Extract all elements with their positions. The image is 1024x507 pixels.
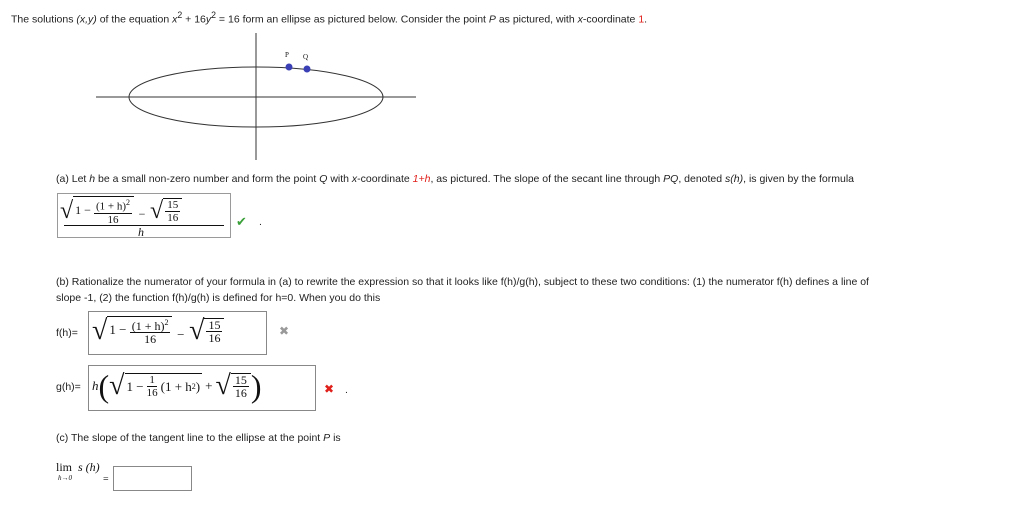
intro-part: + 16 [182,13,206,26]
left-paren-icon: ( [98,368,110,404]
paren-close: ) [195,378,201,394]
formula-denominator: h [138,225,144,239]
f-label: f(h)= [56,327,78,339]
sqrt-icon: √ [60,197,74,224]
intro-part: x [172,13,178,26]
s-h-text: s (h) [78,460,100,474]
minus-sign: − [177,326,185,342]
fraction-denominator: 16 [146,387,158,399]
sqrt-icon: √ [92,314,108,346]
sqrt-15-16 [189,314,224,346]
fraction-numerator: 15 [208,317,221,332]
part-b-text [56,274,869,306]
intro-part: as pictured, with [495,13,578,26]
sqrt-icon: √ [150,197,164,224]
fraction-15-16 [165,199,180,224]
fraction-denominator: 16 [144,332,157,346]
radicand [231,373,251,399]
fraction-numerator: (1 + h) [131,319,165,333]
tangent-slope-input[interactable] [113,466,192,491]
radicand [163,198,182,224]
sqrt-icon: √ [189,314,205,346]
fraction-numerator: 15 [167,198,179,211]
radicand [73,196,134,226]
intro-part: P [488,13,496,26]
part-a-part: 1+h [412,173,431,185]
intro-part: . [644,13,648,26]
exponent: 2 [164,318,169,327]
intro-part: 2 [177,10,183,20]
sqrt-15-16 [150,198,182,224]
incorrect-gray-x-icon: ✖ [279,324,290,338]
intro-part: y [205,13,212,26]
intro-part: 2 [211,10,217,20]
part-a-text [56,173,854,185]
formula-one: 1 − [126,378,144,394]
equals-sign: = [103,474,109,485]
exponent: 2 [125,198,130,207]
g-label: g(h)= [56,381,81,393]
fraction-denominator: 16 [208,330,221,345]
point-q [304,66,311,73]
intro-part: The solutions [11,13,77,26]
label-q: Q [303,53,309,61]
part-a-part: (a) Let [56,173,90,185]
g-h: h [92,378,99,393]
part-c-part: P [323,432,331,444]
sqrt-expression [92,316,172,345]
part-a-part: , denoted [678,173,726,185]
formula-one: 1 − [75,203,91,218]
intro-part: = 16 form an ellipse as pictured below. Consider the point [216,13,489,26]
period: . [345,384,348,396]
part-c-text [56,432,341,444]
lim-subscript: h→0 [58,474,72,482]
part-a-part: Q [319,173,328,185]
part-c-part: (c) The slope of the tangent line to the ellipse at the point [56,432,324,444]
right-paren-icon: ) [250,368,262,404]
period: . [259,216,262,228]
part-b-line: slope -1, (2) the function f(h)/g(h) is defined for h=0. When you do this [56,292,381,304]
sqrt-icon: √ [215,370,231,401]
limit-expression [56,460,100,475]
sqrt-icon: √ [109,370,125,401]
correct-check-icon: ✔ [236,214,247,229]
lim-text: lim [56,460,73,474]
fraction-numerator: (1 + h) [95,200,126,213]
part-a-part: x [351,173,358,185]
exponent: 2 [191,382,196,391]
f-input[interactable] [88,311,267,355]
g-input[interactable] [88,365,316,411]
part-a-part: , as pictured. The slope of the secant line through [430,173,664,185]
intro-part: (x,y) [76,13,97,26]
fraction-denominator: 16 [234,386,247,400]
part-a-part: be a small non-zero number and form the point [95,173,320,185]
radicand [107,316,172,345]
part-a-part: s(h) [725,173,744,185]
intro-part: 1 [638,13,645,26]
formula-fraction [94,197,132,226]
fraction-1-16 [145,374,160,399]
point-p [286,64,293,71]
intro-part: of the equation [96,13,173,26]
g-formula [92,369,262,403]
label-p: P [285,51,289,59]
formula-fraction [130,317,171,345]
part-a-part: , is given by the formula [743,173,855,185]
intro-text [11,10,647,26]
sqrt-expression [60,196,134,226]
formula-one: 1 − [109,321,127,337]
main-fraction-bar [64,225,224,226]
paren-expression: (1 + h [160,378,192,394]
part-b-line: (b) Rationalize the numerator of your formula in (a) to rewrite the expression so that it looks like f(h)/g(h), subject to these two conditions: (1) the numerator f(h) defines a line of [56,276,869,288]
radicand [204,318,224,344]
intro-part: -coordinate [582,13,639,26]
part-a-part: h [89,173,96,185]
fraction-15-16 [206,319,222,344]
radicand [125,373,203,399]
fraction-15-16 [233,374,249,399]
sqrt-expression [109,370,202,401]
f-formula [92,316,224,345]
part-a-part: with [327,173,352,185]
fraction-denominator: 16 [167,211,179,224]
fraction-denominator: 16 [107,213,119,226]
incorrect-red-x-icon: ✖ [324,382,335,396]
part-c-part: is [330,432,341,444]
fraction-numerator: 15 [234,373,247,387]
plus-sign: + [205,378,213,393]
intro-part: x [577,13,583,26]
minus-sign: − [138,206,146,221]
ellipse-figure [90,30,420,162]
sqrt-15-16 [215,370,250,401]
fraction-numerator: 1 [149,374,155,386]
part-a-part: PQ [663,173,679,185]
secant-slope-formula [57,193,231,238]
formula-numerator [60,196,228,226]
part-a-part: -coordinate [357,173,413,185]
